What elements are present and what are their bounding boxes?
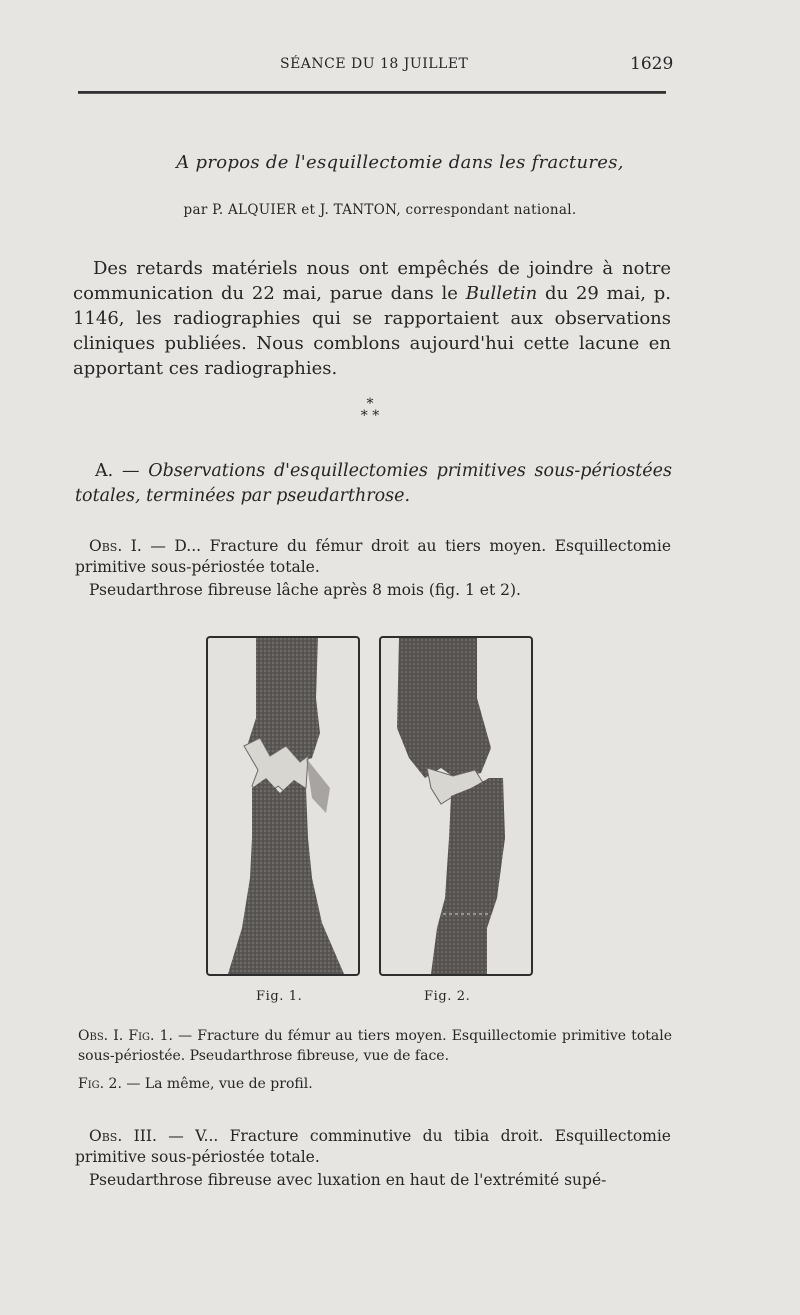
caption-1-text: — Fracture du fémur au tiers moyen. Esquillectomie primitive totale sous-périostée. Pseudarthrose fibreuse, vue de face.	[78, 1028, 672, 1064]
figure-1-radiograph	[206, 636, 360, 976]
intro-paragraph	[73, 256, 671, 381]
figure-2-label: Fig. 2.	[424, 989, 471, 1004]
bulletin-title: Bulletin	[465, 283, 538, 304]
asterism-top: *	[366, 396, 374, 412]
caption-1-lead: Obs. I. Fig. 1.	[78, 1028, 173, 1044]
figure-2-radiograph	[379, 636, 533, 976]
obs-1-text: — D... Fracture du fémur droit au tiers moyen. Esquillectomie primitive sous-périostée totale.	[75, 537, 671, 576]
figure-2-caption	[78, 1074, 672, 1094]
figure-2-image	[381, 638, 531, 974]
obs-3-text: — V... Fracture comminutive du tibia droit. Esquillectomie primitive sous-périostée totale.	[75, 1127, 671, 1166]
running-head: SÉANCE DU 18 JUILLET	[280, 56, 469, 72]
article-byline: par P. ALQUIER et J. TANTON, correspondant national.	[183, 202, 577, 218]
section-a-label: A. —	[95, 461, 149, 481]
caption-2-text: — La même, vue de profil.	[121, 1076, 313, 1092]
asterism-divider	[350, 398, 390, 432]
obs-1-lead: Obs. I.	[89, 537, 142, 555]
figure-1-label: Fig. 1.	[256, 989, 303, 1004]
obs-3-paragraph	[75, 1126, 671, 1168]
page-number: 1629	[630, 54, 674, 74]
figure-1-caption	[78, 1026, 672, 1066]
obs-3-line2: Pseudarthrose fibreuse avec luxation en haut de l'extrémité supé-	[89, 1171, 607, 1189]
obs-3-lead: Obs. III.	[89, 1127, 157, 1145]
caption-2-lead: Fig. 2.	[78, 1076, 122, 1092]
asterism-bottom: * *	[360, 408, 380, 424]
section-a-title: Observations d'esquillectomies primitives sous-périostées totales, terminées par pseudarthrose.	[75, 461, 672, 506]
obs-1-line2: Pseudarthrose fibreuse lâche après 8 mois (fig. 1 et 2).	[89, 581, 521, 599]
figure-1-image	[208, 638, 358, 974]
obs-1-paragraph	[75, 536, 671, 578]
header-rule	[78, 91, 666, 94]
section-a-heading	[75, 459, 672, 509]
intro-text-2: du 29 mai, p. 1146, les radiographies qui se rapportaient aux observations cliniques publiées. Nous comblons aujourd'hui cette lacune en apportant ces radiographies.	[73, 283, 671, 379]
intro-text-1: Des retards matériels nous ont empêchés de joindre à notre communication du 22 mai, parue dans le	[73, 258, 671, 304]
article-title: A propos de l'esquillectomie dans les fractures,	[176, 152, 624, 173]
